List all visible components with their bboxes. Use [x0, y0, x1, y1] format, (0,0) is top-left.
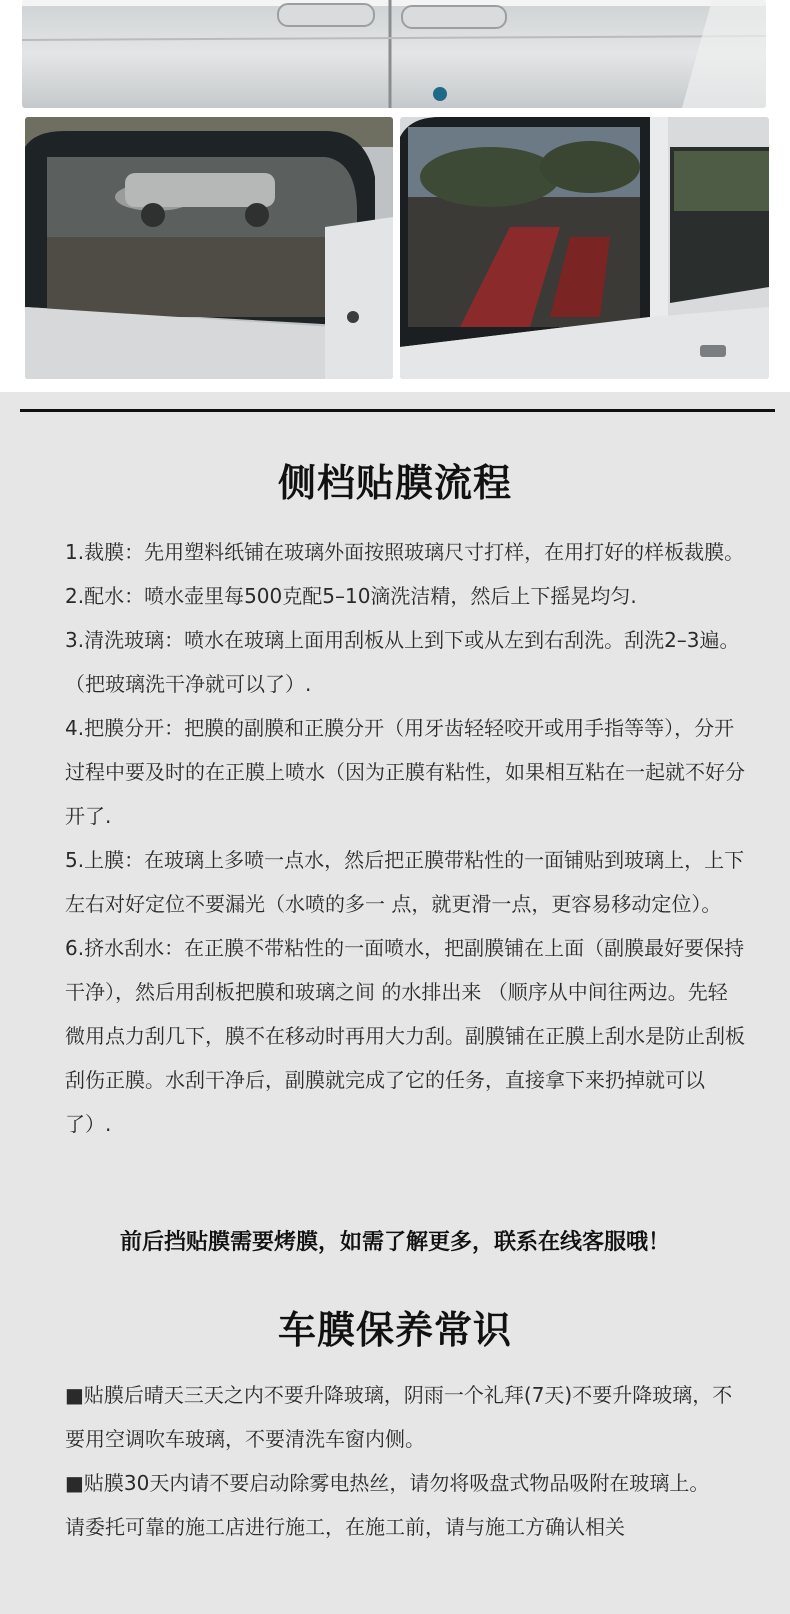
step-item: 6.挤水刮水：在正膜不带粘性的一面喷水，把副膜铺在上面（副膜最好要保持干净），然后用刮板把膜和玻璃之间 的水排出来 （顺序从中间往两边。先轻微用点力刮几下，膜不在移动时再用大力刮。副膜铺在正膜上刮水是防止刮板刮伤正膜。水刮干净后，副膜就完成了它的任务，直接拿下来扔掉就可以了）. [65, 936, 745, 1136]
care-item: ■贴膜30天内请不要启动除雾电热丝，请勿将吸盘式物品吸附在玻璃上。 [65, 1471, 710, 1495]
step-item: 4.把膜分开：把膜的副膜和正膜分开（用牙齿轻轻咬开或用手指等等），分开过程中要及时的在正膜上喷水（因为正膜有粘性，如果相互粘在一起就不好分开了. [65, 716, 745, 828]
care-tips [65, 1373, 745, 1549]
photo-band [0, 0, 790, 392]
baking-film-notice: 前后挡贴膜需要烤膜，如需了解更多，联系在线客服哦！ [119, 1230, 670, 1255]
process-steps [65, 530, 745, 1146]
step-item: 2.配水：喷水壶里每500克配5–10滴洗洁精，然后上下摇晃均匀. [65, 584, 637, 608]
step-item: 1.裁膜：先用塑料纸铺在玻璃外面按照玻璃尺寸打样，在用打好的样板裁膜。 [65, 540, 745, 564]
step-item: 5.上膜：在玻璃上多喷一点水，然后把正膜带粘性的一面铺贴到玻璃上，上下左右对好定位不要漏光（水喷的多一 点，就更滑一点，更容易移动定位）。 [65, 848, 745, 916]
care-title: 车膜保养常识 [277, 1308, 512, 1352]
section-divider [20, 409, 775, 412]
process-title: 侧档贴膜流程 [277, 461, 512, 505]
step-item: 3.清洗玻璃：喷水在玻璃上面用刮板从上到下或从左到右刮洗。刮洗2–3遍。（把玻璃洗干净就可以了）. [65, 628, 740, 696]
tinted-side-window-photo [400, 117, 769, 379]
tinted-rear-window-photo [25, 117, 393, 379]
care-item: ■贴膜后晴天三天之内不要升降玻璃，阴雨一个礼拜(7天)不要升降玻璃，不要用空调吹车玻璃，不要清洗车窗内侧。 [65, 1383, 733, 1451]
care-item: 请委托可靠的施工店进行施工，在施工前，请与施工方确认相关 [65, 1515, 625, 1539]
car-door-handles-photo [22, 0, 766, 108]
